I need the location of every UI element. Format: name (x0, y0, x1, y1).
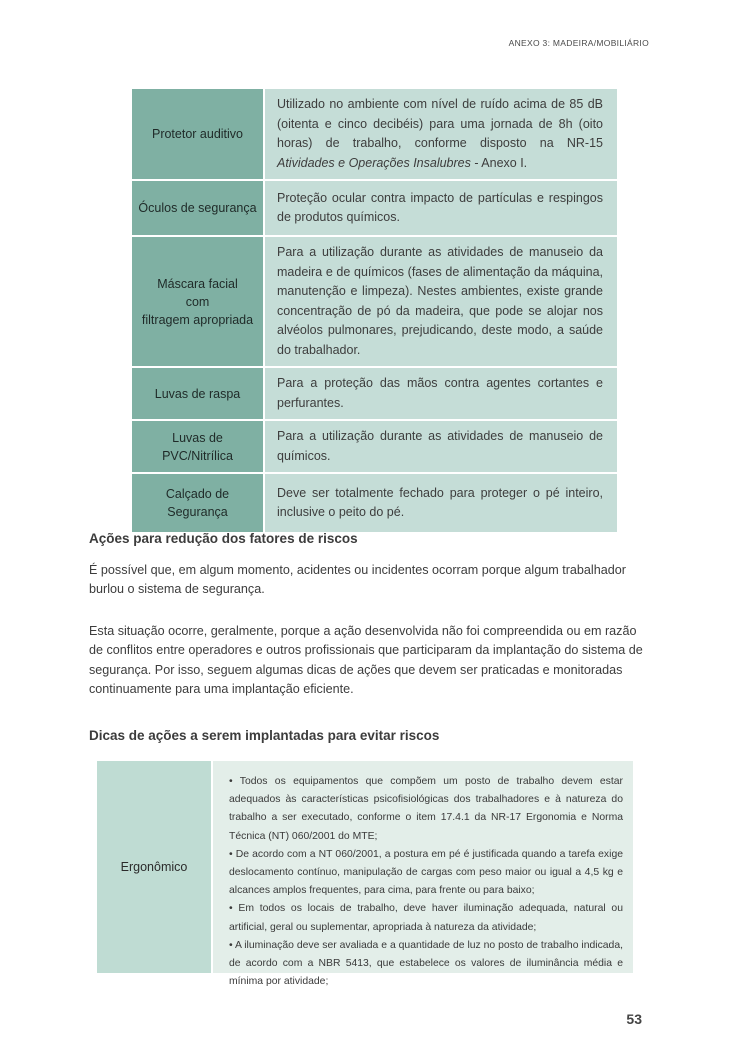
tip-item: • De acordo com a NT 060/2001, a postura em pé é justificada quando a tarefa exige deslocamento contínuo, manipulação de cargas com peso maior ou igual a 4,5 kg e alcances amplos frequentes, para cima, para frente ou para baixo; (229, 848, 623, 897)
table-row (132, 367, 617, 420)
epi-label: Luvas de raspa (132, 367, 264, 420)
table-row (132, 89, 617, 180)
tips-table (97, 761, 633, 988)
epi-description: Para a proteção das mãos contra agentes cortantes e perfurantes. (264, 367, 617, 420)
epi-label: Máscara facial com filtragem apropriada (132, 236, 264, 367)
table-row (132, 473, 617, 533)
tips-content (213, 761, 633, 988)
section-heading-tips: Dicas de ações a serem implantadas para evitar riscos (89, 728, 440, 743)
tip-item: • A iluminação deve ser avaliada e a quantidade de luz no posto de trabalho indicada, de acordo com a NBR 5413, que estabelece os valores de iluminância média e mínima por atividade; (229, 939, 623, 988)
epi-label: Calçado de Segurança (132, 473, 264, 533)
running-header: ANEXO 3: MADEIRA/MOBILIÁRIO (508, 38, 649, 48)
epi-description: Proteção ocular contra impacto de partículas e respingos de produtos químicos. (264, 180, 617, 236)
epi-label: Óculos de segurança (132, 180, 264, 236)
section-heading-risk-reduction: Ações para redução dos fatores de riscos (89, 531, 358, 546)
epi-description: Para a utilização durante as atividades de manuseio da madeira e de químicos (fases de alimentação da máquina, manutenção e limpeza). Nestes ambientes, existe grande concentração de pó da madeira, que pode se alojar nos alvéolos pulmonares, prejudicando, deste modo, a saúde do trabalhador. (264, 236, 617, 367)
page-number: 53 (626, 1011, 642, 1027)
paragraph: Esta situação ocorre, geralmente, porque a ação desenvolvida não foi compreendida ou em razão de conflitos entre operadores e outros profissionais que participaram da implantação do sistema de segurança. Por isso, seguem algumas dicas de ações que devem ser praticadas e monitoradas continuamente para uma implantação eficiente. (89, 624, 643, 697)
tip-item: • Todos os equipamentos que compõem um posto de trabalho devem estar adequados às características psicofisiológicas dos trabalhadores e à natureza do trabalho a ser executado, conforme o item 17.4.1 da NR-17 Ergonomia e Norma Técnica (NT) 060/2001 do MTE; (229, 776, 623, 842)
table-row (132, 420, 617, 473)
epi-table (132, 89, 617, 534)
epi-description: Deve ser totalmente fechado para proteger o pé inteiro, inclusive o peito do pé. (264, 473, 617, 533)
epi-label: Luvas de PVC/Nitrílica (132, 420, 264, 473)
paragraph: É possível que, em algum momento, acidentes ou incidentes ocorram porque algum trabalhador burlou o sistema de segurança. (89, 563, 626, 597)
table-row (132, 236, 617, 367)
epi-description: Utilizado no ambiente com nível de ruído acima de 85 dB (oitenta e cinco decibéis) para uma jornada de 8h (oito horas) de trabalho, conforme disposto na NR-15 Atividades e Operações Insalubres - Anexo I. (264, 89, 617, 180)
epi-description: Para a utilização durante as atividades de manuseio de químicos. (264, 420, 617, 473)
table-row (132, 180, 617, 236)
epi-label: Protetor auditivo (132, 89, 264, 180)
tip-item: • Em todos os locais de trabalho, deve haver iluminação adequada, natural ou artificial, geral ou suplementar, apropriada à natureza da atividade; (229, 903, 623, 933)
tips-category-label: Ergonômico (97, 761, 213, 973)
